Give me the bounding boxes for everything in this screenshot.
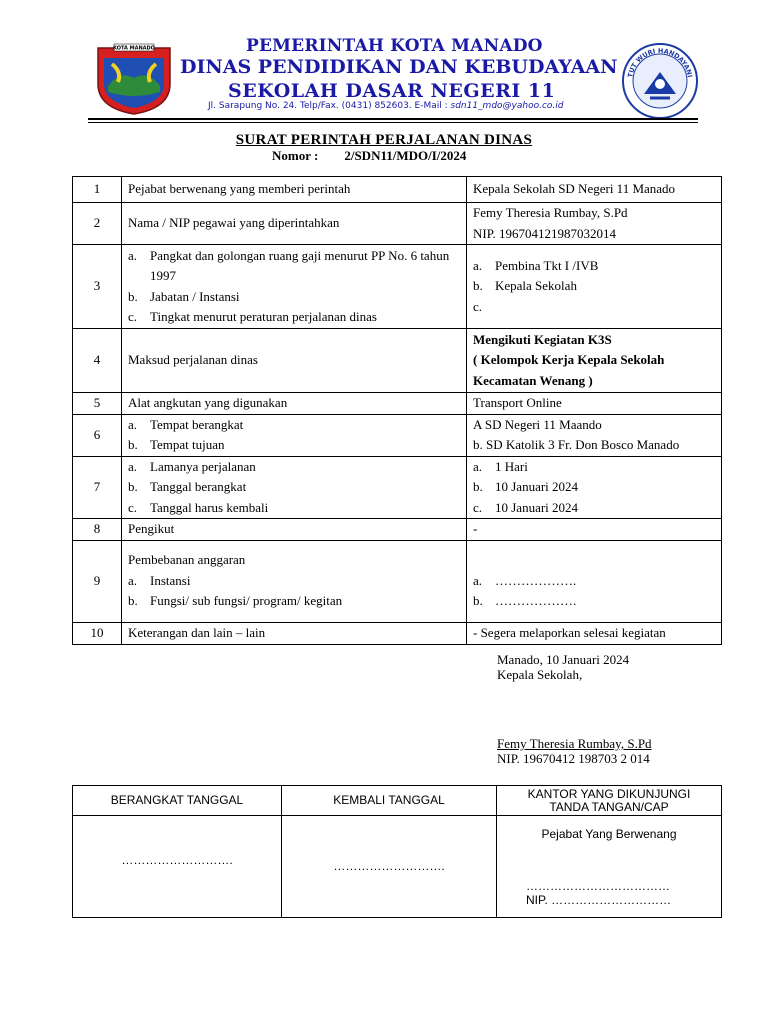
letterhead-school: SEKOLAH DASAR NEGERI 11 [228, 80, 556, 102]
row-value [467, 414, 722, 456]
budget-heading: Pembebanan anggaran [128, 552, 246, 568]
document-title: SURAT PERINTAH PERJALANAN DINAS [235, 132, 533, 148]
purpose-detail: ( Kelompok Kerja Kepala Sekolah Kecamatan Wenang ) [473, 352, 665, 388]
letterhead-government: PEMERINTAH KOTA MANADO [246, 36, 543, 56]
row-description: Pengikut [122, 519, 467, 541]
row-value: a. Pembina Tkt I /IVB b. Kepala Sekolah c. [467, 245, 722, 329]
signature-name: Femy Theresia Rumbay, S.Pd [497, 736, 652, 751]
official-label: Pejabat Yang Berwenang [541, 827, 677, 841]
row-description: Pembebanan anggaran a. Instansi b. Fungsi/ sub fungsi/ program/ kegitan [122, 540, 467, 622]
official-nip-line: NIP. ………………………… [526, 893, 672, 907]
row-number: 5 [73, 393, 122, 415]
row-number: 3 [73, 245, 122, 329]
manado-city-logo [92, 42, 176, 116]
row-description: a. Lamanya perjalanan b. Tanggal berangkat c. Tanggal harus kembali [122, 456, 467, 519]
letterhead-divider-thin [88, 122, 698, 123]
row-description: a. Pangkat dan golongan ruang gaji menurut PP No. 6 tahun 1997 b. Jabatan / Instansi c. Tingkat menurut peraturan perjalanan dinas [122, 245, 467, 329]
row-value: - [467, 519, 722, 541]
row-value: Transport Online [467, 393, 722, 415]
departure-date-cell: ………………………. [73, 816, 282, 918]
row-value [467, 329, 722, 393]
departure-place: A SD Negeri 11 Maando [473, 416, 602, 432]
return-date-cell: ………………………. [282, 816, 497, 918]
row-number: 10 [73, 622, 122, 644]
table-row [73, 329, 722, 393]
official-signature-line: ……………………………… [526, 879, 670, 893]
table-row [73, 177, 722, 203]
row-description: a. Tempat berangkat b. Tempat tujuan [122, 414, 467, 456]
signature-position: Kepala Sekolah, [497, 667, 583, 682]
travel-order-table [72, 176, 722, 645]
table-row [73, 540, 722, 622]
employee-nip: NIP. 196704121987032014 [473, 225, 617, 241]
letterhead-address: Jl. Sarapung No. 24. Telp/Fax. (0431) 852603. E-Mail : sdn11_mdo@yahoo.co.id [208, 101, 564, 111]
letterhead-department: DINAS PENDIDIKAN DAN KEBUDAYAAN [180, 56, 618, 78]
row-number: 4 [73, 329, 122, 393]
table-row [73, 519, 722, 541]
table-row [73, 245, 722, 329]
row-value: a. ………………. b. ………………. [467, 540, 722, 622]
row-description: Keterangan dan lain – lain [122, 622, 467, 644]
row-value: Kepala Sekolah SD Negeri 11 Manado [467, 177, 722, 203]
row-number: 2 [73, 203, 122, 245]
row-description: Nama / NIP pegawai yang diperintahkan [122, 203, 467, 245]
row-number: 9 [73, 540, 122, 622]
row-description: Maksud perjalanan dinas [122, 329, 467, 393]
row-number: 6 [73, 414, 122, 456]
office-visited-header: KANTOR YANG DIKUNJUNGI TANDA TANGAN/CAP [497, 786, 722, 816]
table-row [73, 456, 722, 519]
letterhead-email: sdn11_mdo@yahoo.co.id [450, 101, 564, 111]
row-description: Pejabat berwenang yang memberi perintah [122, 177, 467, 203]
signature-nip: NIP. 19670412 198703 2 014 [497, 751, 650, 766]
table-row [73, 414, 722, 456]
employee-name: Femy Theresia Rumbay, S.Pd [473, 205, 628, 220]
signature-place-date: Manado, 10 Januari 2024 [497, 652, 630, 667]
document-number: Nomor : 2/SDN11/MDO/I/2024 [272, 148, 467, 163]
departure-date-header: BERANGKAT TANGGAL [73, 786, 282, 816]
row-description: Alat angkutan yang digunakan [122, 393, 467, 415]
visit-record-table [72, 785, 722, 918]
row-value: a. 1 Hari b. 10 Januari 2024 c. 10 Januari 2024 [467, 456, 722, 519]
letterhead-divider [88, 118, 698, 120]
logo-left-text: KOTA MANADO [113, 45, 155, 52]
tut-wuri-handayani-logo [618, 42, 702, 120]
logo-right-text: TUT WURI HANDAYANI [626, 46, 694, 79]
row-number: 7 [73, 456, 122, 519]
office-visited-cell [497, 816, 722, 918]
table-row [73, 203, 722, 245]
destination-place: b. SD Katolik 3 Fr. Don Bosco Manado [473, 437, 680, 452]
row-number: 8 [73, 519, 122, 541]
table-row [73, 622, 722, 644]
return-date-header: KEMBALI TANGGAL [282, 786, 497, 816]
table-row [73, 393, 722, 415]
row-value: - Segera melaporkan selesai kegiatan [467, 622, 722, 644]
purpose-line: Mengikuti Kegiatan K3S [473, 331, 612, 347]
row-number: 1 [73, 177, 122, 203]
row-value [467, 203, 722, 245]
